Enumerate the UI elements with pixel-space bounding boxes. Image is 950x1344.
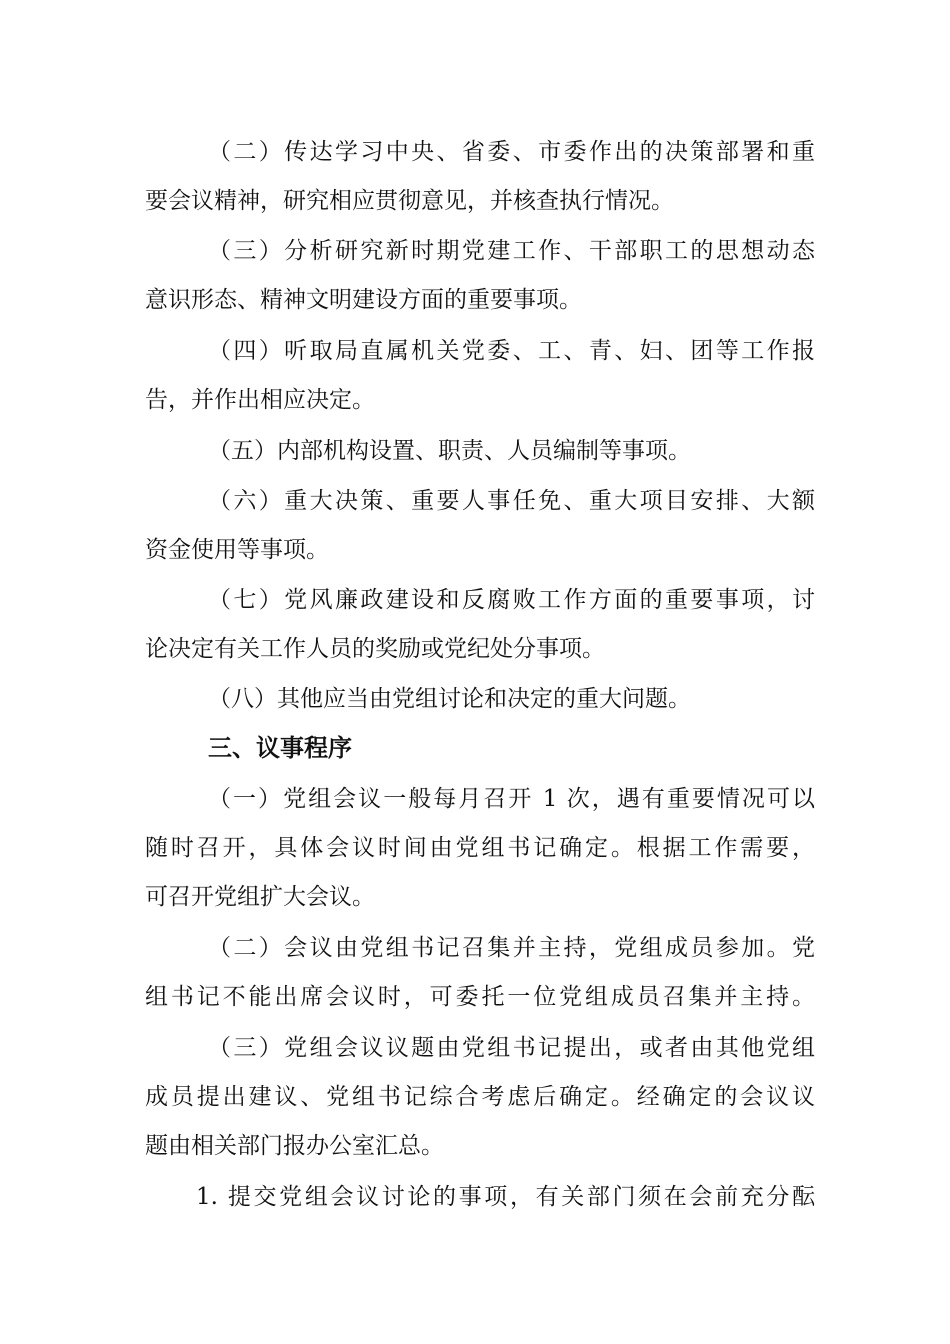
paragraph-line: （一）党组会议一般每月召开 1 次，遇有重要情况可以	[208, 786, 815, 812]
paragraph-line: （六）重大决策、重要人事任免、重大项目安排、大额	[208, 488, 815, 514]
paragraph-line: 可召开党组扩大会议。	[145, 884, 375, 910]
paragraph-line: （三）分析研究新时期党建工作、干部职工的思想动态	[208, 238, 815, 264]
paragraph-line: 题由相关部门报办公室汇总。	[145, 1133, 444, 1159]
paragraph-line: 组书记不能出席会议时，可委托一位党组成员召集并主持。	[145, 984, 815, 1010]
paragraph-line: 1. 提交党组会议讨论的事项，有关部门须在会前充分酝	[196, 1184, 815, 1210]
paragraph-line: （二）会议由党组书记召集并主持，党组成员参加。党	[208, 935, 815, 961]
paragraph-line: 要会议精神，研究相应贯彻意见，并核查执行情况。	[145, 188, 674, 214]
paragraph-line: 成员提出建议、党组书记综合考虑后确定。经确定的会议议	[145, 1084, 815, 1110]
paragraph-line: （三）党组会议议题由党组书记提出，或者由其他党组	[208, 1035, 815, 1061]
paragraph-line: （七）党风廉政建设和反腐败工作方面的重要事项，讨	[208, 587, 815, 613]
paragraph-line: 资金使用等事项。	[145, 537, 329, 563]
paragraph-line: 告，并作出相应决定。	[145, 387, 375, 413]
paragraph-line: （二）传达学习中央、省委、市委作出的决策部署和重	[208, 139, 815, 165]
paragraph-line: 随时召开，具体会议时间由党组书记确定。根据工作需要，	[145, 835, 815, 861]
section-heading: 三、议事程序	[208, 734, 352, 762]
paragraph-line: （八）其他应当由党组讨论和决定的重大问题。	[208, 686, 691, 712]
paragraph-line: 意识形态、精神文明建设方面的重要事项。	[145, 287, 582, 313]
paragraph-line: （五）内部机构设置、职责、人员编制等事项。	[208, 438, 691, 464]
paragraph-line: 论决定有关工作人员的奖励或党纪处分事项。	[145, 636, 605, 662]
paragraph-line: （四）听取局直属机关党委、工、青、妇、团等工作报	[208, 338, 815, 364]
